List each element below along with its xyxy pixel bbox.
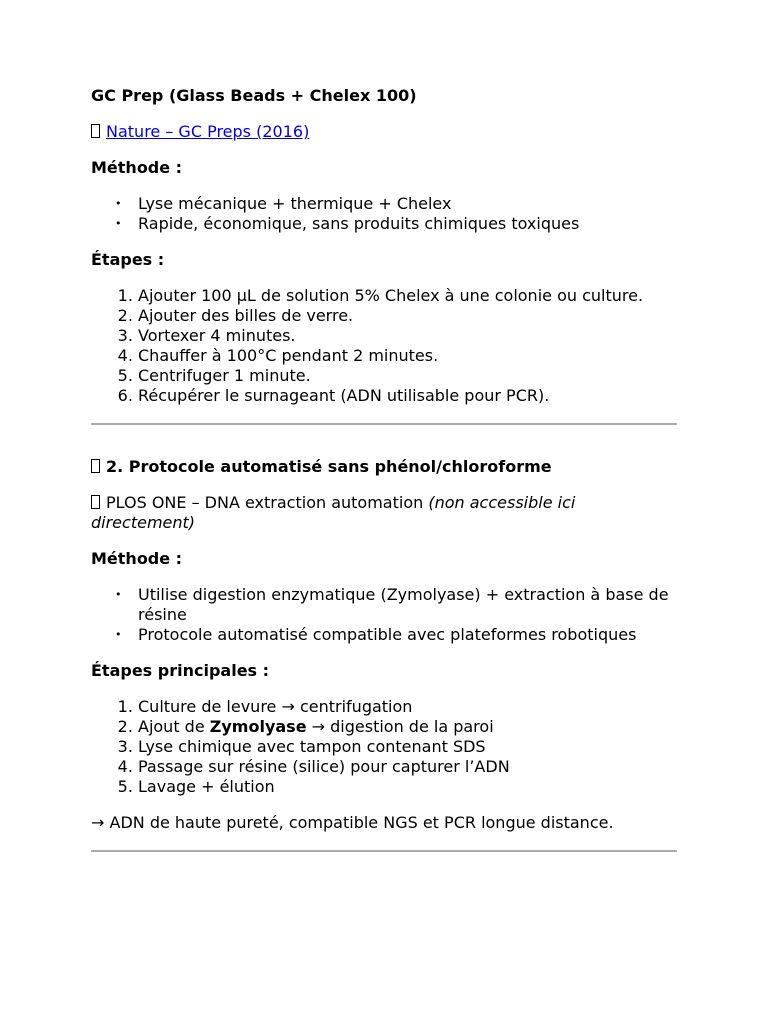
section-divider [91,423,677,425]
doc-title: GC Prep (Glass Beads + Chelex 100) [91,86,417,105]
list-item: 6. Récupérer le surnageant (ADN utilisable pour PCR). [138,386,677,406]
list-item-text: Ajout de [138,717,210,736]
etapes-heading-2: Étapes principales : [91,661,270,680]
list-item: • Utilise digestion enzymatique (Zymolyase) + extraction à base de résine [138,585,677,625]
missing-glyph-icon [91,459,100,473]
list-item: 3. Vortexer 4 minutes. [138,326,677,346]
methode-list-2 [91,585,677,645]
section-2-title [91,457,677,477]
list-item: 1. Ajouter 100 µL de solution 5% Chelex à une colonie ou culture. [138,286,677,306]
list-item-text: Lyse chimique avec tampon contenant SDS [138,737,486,756]
list-item [138,737,677,757]
list-item: • Lyse mécanique + thermique + Chelex [138,194,677,214]
zymolyase-bold: Zymolyase [209,717,307,736]
list-item [138,697,677,717]
methode-heading-1: Méthode : [91,158,183,177]
list-item [138,757,677,777]
list-item-text: → digestion de la paroi [306,717,494,736]
etapes-list-2 [91,697,677,797]
missing-glyph-icon [91,495,100,509]
section-divider [91,850,677,852]
list-item: 4. Chauffer à 100°C pendant 2 minutes. [138,346,677,366]
methode-heading-2: Méthode : [91,549,183,568]
list-item-text: Culture de levure → centrifugation [138,697,413,716]
source-line-1 [91,122,677,142]
list-item: 5. Centrifuger 1 minute. [138,366,677,386]
list-item-text: Lavage + élution [138,777,275,796]
missing-glyph-icon [91,124,100,138]
source-line-2 [91,493,677,533]
list-item-text: Passage sur résine (silice) pour capturer l’ADN [138,757,510,776]
document-content [91,86,677,852]
source-link-nature[interactable]: Nature – GC Preps (2016) [106,122,310,141]
etapes-heading-1: Étapes : [91,250,165,269]
source-2-note: (non accessible ici directement) [91,493,576,532]
source-2-text: PLOS ONE – DNA extraction automation [106,493,429,512]
methode-list-1 [91,194,677,234]
section-2-title-text: 2. Protocole automatisé sans phénol/chloroforme [106,457,552,476]
list-item: 2. Ajouter des billes de verre. [138,306,677,326]
list-item: • Rapide, économique, sans produits chimiques toxiques [138,214,677,234]
list-item [138,717,677,737]
list-item [138,777,677,797]
conclusion: → ADN de haute pureté, compatible NGS et PCR longue distance. [91,813,614,832]
list-item: • Protocole automatisé compatible avec plateformes robotiques [138,625,677,645]
etapes-list-1 [91,286,677,406]
